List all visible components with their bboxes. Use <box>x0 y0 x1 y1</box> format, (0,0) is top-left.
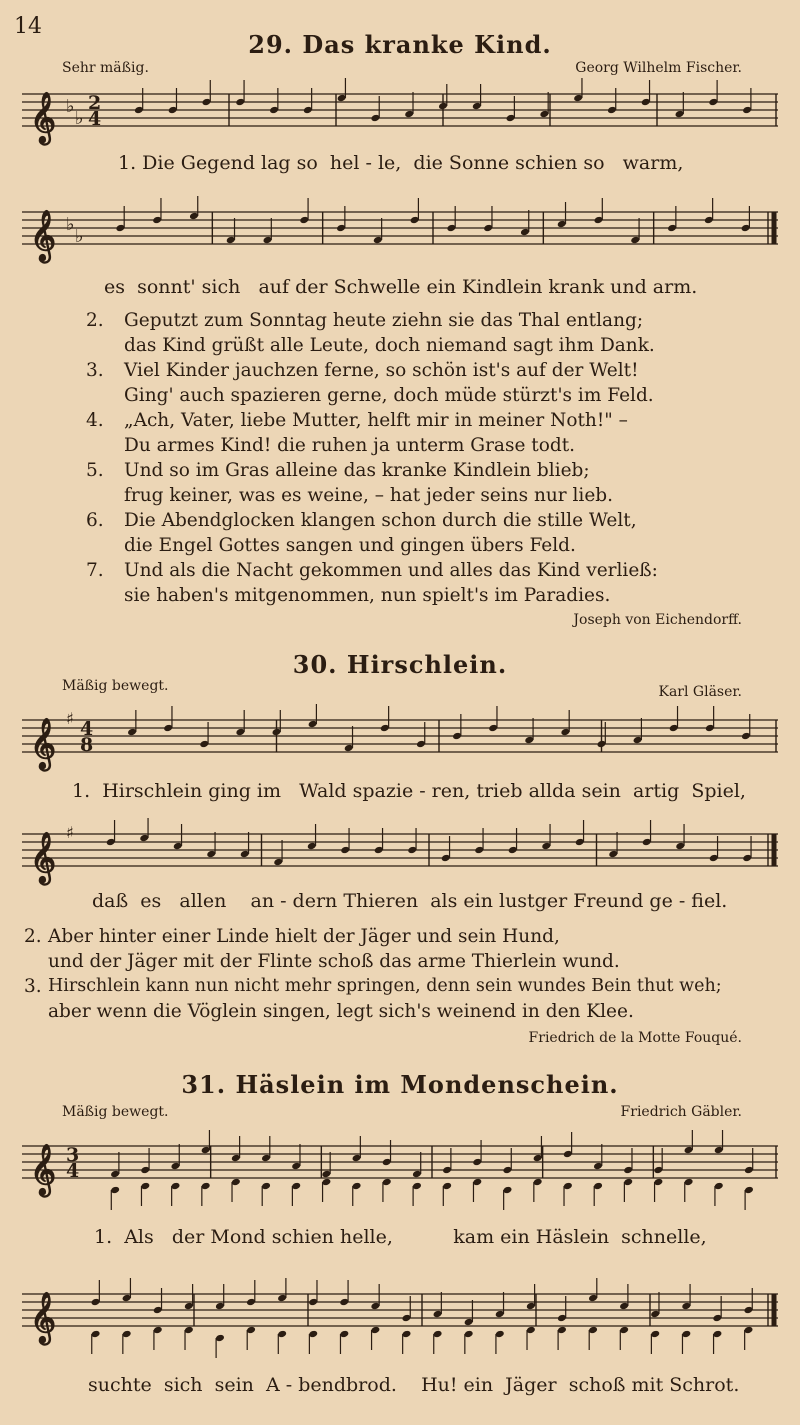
lyric-line: es sonnt' sich auf der Schwelle ein Kindlein krank und arm. <box>104 276 698 298</box>
music-staff <box>22 1278 778 1368</box>
treble-clef-icon: 𝄞 <box>30 210 57 261</box>
tempo-marking: Sehr mäßig. <box>62 60 149 76</box>
verse-line: die Engel Gottes sangen und gingen übers Feld. <box>124 535 576 556</box>
song-title: 29. Das kranke Kind. <box>248 30 552 59</box>
song-title: 30. Hirschlein. <box>292 650 508 679</box>
page-number: 14 <box>14 14 42 39</box>
music-staff <box>22 704 778 784</box>
music-staff <box>22 1130 778 1220</box>
tempo-marking: Mäßig bewegt. <box>62 678 169 694</box>
treble-clef-icon: 𝄞 <box>30 832 57 883</box>
verse-line: Die Abendglocken klangen schon durch die stille Welt, <box>124 510 637 531</box>
time-signature-bottom: 4 <box>66 1160 80 1182</box>
time-signature-top: 3 <box>66 1144 80 1166</box>
verse-number: 3. <box>24 976 42 997</box>
verse-line: Und so im Gras alleine das kranke Kindlein blieb; <box>124 460 590 481</box>
time-signature-top: 2 <box>88 92 102 114</box>
flat-icon: ♭ <box>75 226 84 247</box>
song-title: 31. Häslein im Mondenschein. <box>181 1070 619 1099</box>
verse-number: 2. <box>24 926 42 947</box>
tempo-marking: Mäßig bewegt. <box>62 1104 169 1120</box>
composer: Georg Wilhelm Fischer. <box>575 60 742 76</box>
verse-number: 2. <box>86 310 104 331</box>
composer: Karl Gläser. <box>658 684 742 700</box>
lyric-line: 1. Hirschlein ging im Wald spazie - ren, trieb allda sein artig Spiel, <box>72 780 746 802</box>
verse-number: 5. <box>86 460 104 481</box>
verse-line: das Kind grüßt alle Leute, doch niemand sagt ihm Dank. <box>124 335 655 356</box>
sharp-icon: ♯ <box>66 823 74 842</box>
time-signature-bottom: 8 <box>80 734 94 756</box>
sharp-icon: ♯ <box>66 709 74 728</box>
treble-clef-icon: 𝄞 <box>30 92 57 143</box>
verse-line: Du armes Kind! die ruhen ja unterm Grase todt. <box>124 435 576 456</box>
verse-number: 6. <box>86 510 104 531</box>
music-staff <box>22 818 778 898</box>
verse-number: 7. <box>86 560 104 581</box>
treble-clef-icon: 𝄞 <box>30 718 57 769</box>
treble-clef-icon: 𝄞 <box>30 1292 57 1343</box>
verse-line: Ging' auch spazieren gerne, doch müde stürzt's im Feld. <box>124 385 654 406</box>
lyric-line: 1. Die Gegend lag so hel - le, die Sonne schien so warm, <box>118 152 684 174</box>
verse-line: Und als die Nacht gekommen und alles das Kind verließ: <box>124 560 658 581</box>
verse-line: und der Jäger mit der Flinte schoß das arme Thierlein wund. <box>48 951 620 972</box>
verse-line: „Ach, Vater, liebe Mutter, helft mir in meiner Noth!" – <box>124 410 628 431</box>
lyric-line: daß es allen an - dern Thieren als ein lustger Freund ge - fiel. <box>92 890 728 912</box>
treble-clef-icon: 𝄞 <box>30 1144 57 1195</box>
verse-line: Aber hinter einer Linde hielt der Jäger und sein Hund, <box>48 926 560 947</box>
verse-line: sie haben's mitgenommen, nun spielt's im Paradies. <box>124 585 611 606</box>
time-signature-bottom: 4 <box>88 108 102 130</box>
music-staff <box>22 196 778 276</box>
verse-number: 4. <box>86 410 104 431</box>
flat-icon: ♭ <box>66 96 75 117</box>
verse-line: Geputzt zum Sonntag heute ziehn sie das Thal entlang; <box>124 310 644 331</box>
lyric-line: 1. Als der Mond schien helle, kam ein Häslein schnelle, <box>94 1226 707 1248</box>
lyricist: Friedrich de la Motte Fouqué. <box>528 1030 742 1046</box>
composer: Friedrich Gäbler. <box>620 1104 742 1120</box>
verse-line: frug keiner, was es weine, – hat jeder seins nur lieb. <box>124 485 614 506</box>
lyricist: Joseph von Eichendorff. <box>573 612 742 628</box>
flat-icon: ♭ <box>66 214 75 235</box>
verse-line: aber wenn die Vöglein singen, legt sich's weinend in den Klee. <box>48 1001 634 1022</box>
lyric-line: suchte sich sein A - bendbrod. Hu! ein Jäger schoß mit Schrot. <box>88 1374 740 1396</box>
time-signature-top: 4 <box>80 718 94 740</box>
verse-number: 3. <box>86 360 104 381</box>
verses-block <box>86 558 776 608</box>
verses-block <box>24 924 784 1024</box>
music-staff <box>22 78 778 158</box>
flat-icon: ♭ <box>75 108 84 129</box>
verse-line: Hirschlein kann nun nicht mehr springen, denn sein wundes Bein thut weh; <box>48 976 722 996</box>
verse-line: Viel Kinder jauchzen ferne, so schön ist's auf der Welt! <box>124 360 639 381</box>
